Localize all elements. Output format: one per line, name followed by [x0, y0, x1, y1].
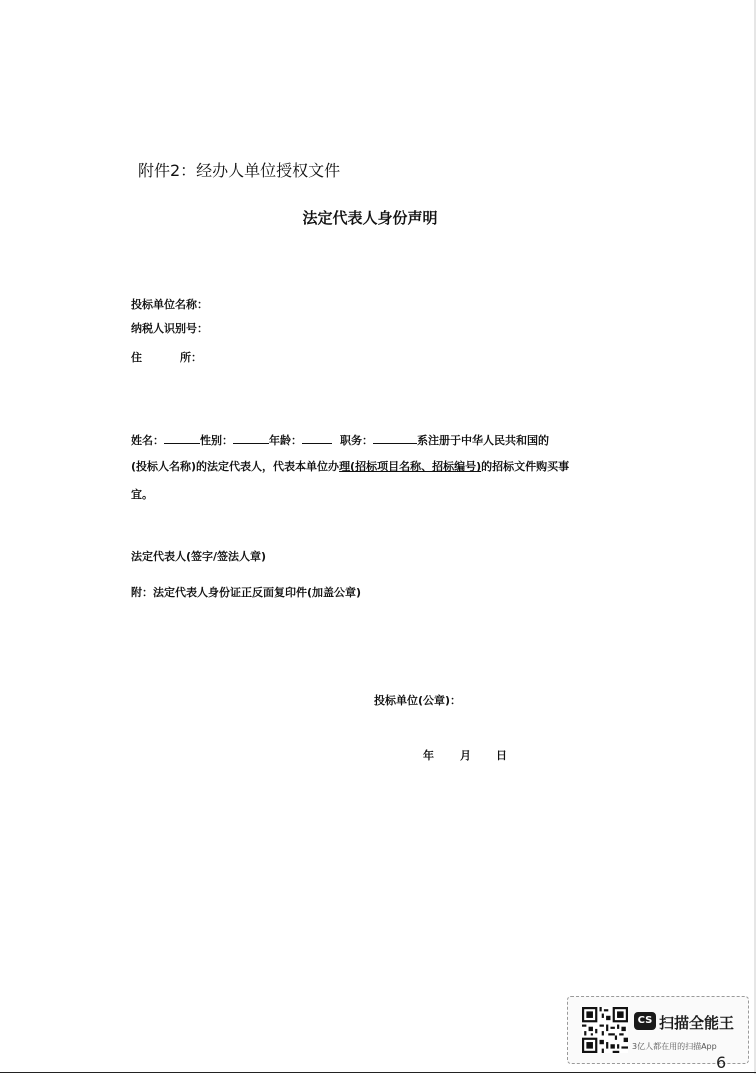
address-label-part2: 所： [180, 351, 202, 364]
legal-rep-signature-label: 法定代表人(签字/签法人章) [131, 550, 267, 563]
age-label: 年龄： [269, 434, 302, 447]
name-label: 姓名： [131, 434, 164, 447]
statement-line-3: 宜。 [131, 488, 153, 501]
attachment-heading: 附件2：经办人单位授权文件 [138, 161, 341, 180]
camscanner-logo-icon: CS [634, 1012, 656, 1030]
watermark-tagline: 3亿人都在用的扫描App [632, 1042, 717, 1051]
bidder-name-label: 投标单位名称： [131, 298, 208, 311]
address-label-part1: 住 [131, 351, 142, 364]
document-title: 法定代表人身份声明 [302, 209, 438, 227]
project-name-placeholder: 理(招标项目名称、招标编号) [339, 460, 482, 473]
date-month-label: 月 [460, 749, 471, 762]
date-day-label: 日 [496, 749, 507, 762]
statement-line-2 [131, 461, 569, 472]
watermark-brand-name: 扫描全能王 [659, 1014, 735, 1032]
date-year-label: 年 [423, 749, 434, 762]
statement-line2-tail: 的招标文件购买事 [481, 460, 570, 473]
age-blank [302, 433, 332, 444]
taxpayer-id-label: 纳税人识别号： [131, 322, 208, 335]
seal-label: 投标单位(公章)： [374, 694, 462, 707]
page-bottom-edge [0, 1072, 756, 1073]
gender-label: 性别： [200, 434, 233, 447]
name-blank [164, 433, 200, 444]
statement-line-1 [131, 433, 549, 446]
appendix-note: 附：法定代表人身份证正反面复印件(加盖公章) [131, 586, 362, 599]
gender-blank [233, 433, 269, 444]
page-number: 6 [716, 1053, 727, 1072]
statement-line2-head: (投标人名称)的法定代表人，代表本单位办 [131, 460, 340, 473]
qr-code-icon [582, 1007, 628, 1053]
position-label: 职务： [340, 434, 373, 447]
position-blank [373, 433, 417, 444]
statement-line1-tail: 系注册于中华人民共和国的 [417, 434, 549, 447]
